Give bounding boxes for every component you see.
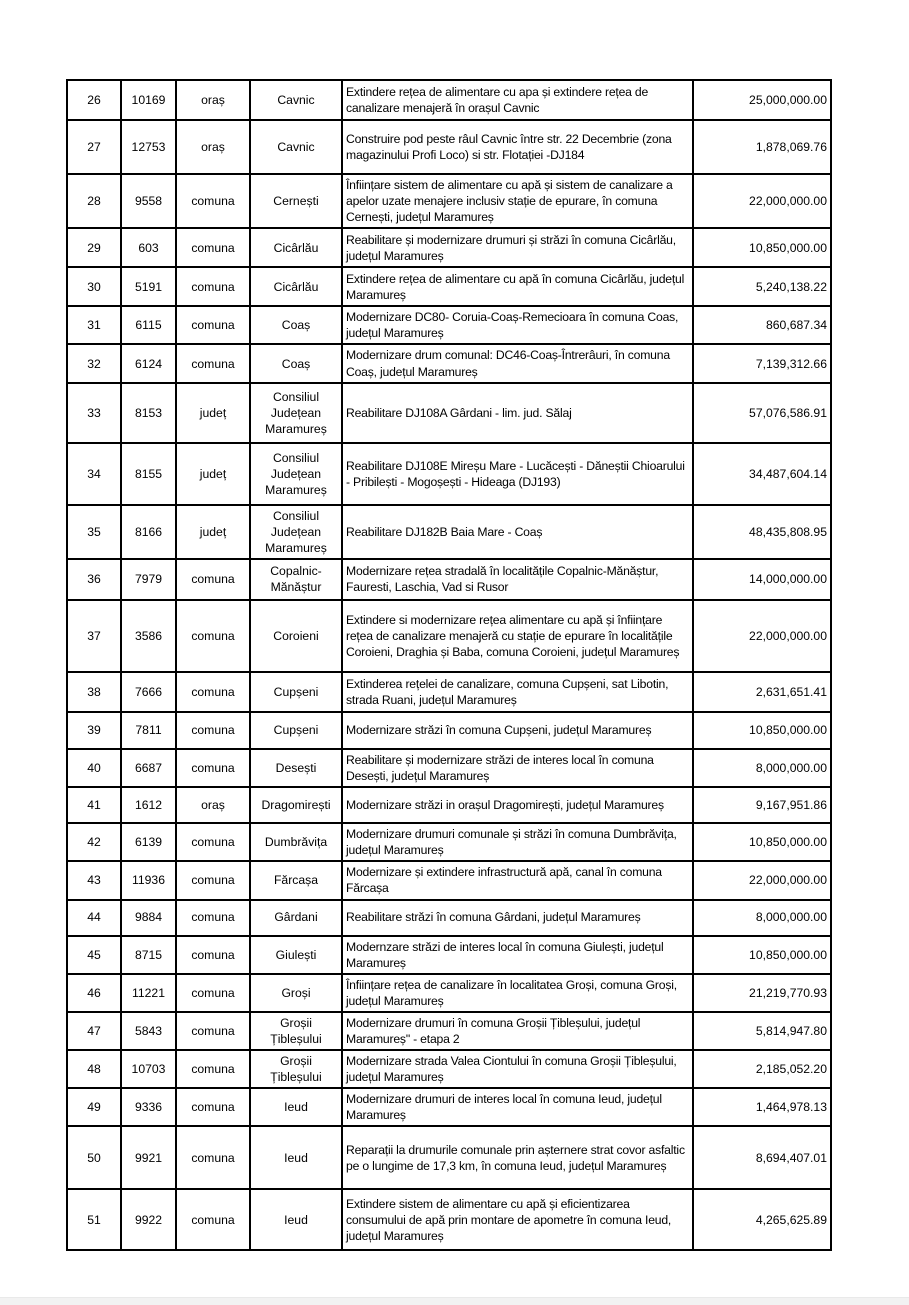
cell-locality: Gârdani — [250, 900, 342, 936]
cell-admin-type: comuna — [176, 600, 250, 672]
cell-amount: 9,167,951.86 — [693, 787, 831, 823]
cell-project-id: 8715 — [121, 936, 176, 974]
cell-project-id: 9558 — [121, 174, 176, 228]
cell-locality: Cavnic — [250, 80, 342, 120]
table-row — [67, 344, 831, 382]
table-row — [67, 306, 831, 344]
cell-amount: 14,000,000.00 — [693, 559, 831, 600]
cell-row-number: 30 — [67, 267, 121, 306]
cell-locality: Groșii Țibleșului — [250, 1012, 342, 1050]
cell-project-id: 7811 — [121, 712, 176, 749]
cell-project-id: 9884 — [121, 900, 176, 936]
cell-row-number: 49 — [67, 1088, 121, 1126]
cell-admin-type: comuna — [176, 1088, 250, 1126]
cell-project-description: Înființare rețea de canalizare în localitatea Groși, comuna Groși, județul Maramureș — [342, 974, 693, 1012]
table-row — [67, 861, 831, 899]
cell-admin-type: comuna — [176, 974, 250, 1012]
cell-admin-type: comuna — [176, 559, 250, 600]
cell-amount: 22,000,000.00 — [693, 600, 831, 672]
cell-admin-type: comuna — [176, 267, 250, 306]
cell-project-description: Modernizare drumuri de interes local în comuna Ieud, județul Maramureș — [342, 1088, 693, 1126]
cell-row-number: 42 — [67, 823, 121, 861]
cell-project-description: Extindere si modernizare rețea alimentare cu apă și înființare rețea de canalizare menajeră cu stație de epurare în localitățile Coroieni, Draghia și Baba, comuna Coroieni, județul Maramureș — [342, 600, 693, 672]
cell-admin-type: comuna — [176, 672, 250, 712]
cell-row-number: 50 — [67, 1126, 121, 1189]
cell-admin-type: oraș — [176, 80, 250, 120]
cell-admin-type: oraș — [176, 120, 250, 174]
cell-project-description: Modernzare străzi de interes local în comuna Giulești, județul Maramureș — [342, 936, 693, 974]
cell-project-description: Modernizare și extindere infrastructură apă, canal în comuna Fărcașa — [342, 861, 693, 899]
cell-row-number: 43 — [67, 861, 121, 899]
cell-row-number: 34 — [67, 443, 121, 505]
cell-project-description: Reparații la drumurile comunale prin așternere strat covor asfaltic pe o lungime de 17,3 km, în comuna Ieud, județul Maramureș — [342, 1126, 693, 1189]
cell-locality: Dumbrăvița — [250, 823, 342, 861]
cell-project-description: Reabilitare străzi în comuna Gârdani, județul Maramureș — [342, 900, 693, 936]
cell-admin-type: comuna — [176, 936, 250, 974]
table-row — [67, 787, 831, 823]
cell-row-number: 35 — [67, 505, 121, 559]
cell-admin-type: comuna — [176, 1189, 250, 1250]
cell-row-number: 38 — [67, 672, 121, 712]
cell-amount: 57,076,586.91 — [693, 383, 831, 443]
table-row — [67, 267, 831, 306]
cell-row-number: 41 — [67, 787, 121, 823]
cell-project-description: Modernizare străzi în comuna Cupșeni, județul Maramureș — [342, 712, 693, 749]
table-row — [67, 443, 831, 505]
cell-locality: Ieud — [250, 1088, 342, 1126]
cell-admin-type: comuna — [176, 823, 250, 861]
cell-project-description: Modernizare DC80- Coruia-Coaș-Remecioara în comuna Coas, județul Maramureș — [342, 306, 693, 344]
cell-project-id: 5843 — [121, 1012, 176, 1050]
table-row — [67, 80, 831, 120]
cell-project-description: Înființare sistem de alimentare cu apă și sistem de canalizare a apelor uzate menajere inclusiv stație de epurare, în comuna Cernești, județul Maramureș — [342, 174, 693, 228]
cell-admin-type: comuna — [176, 1050, 250, 1088]
cell-locality: Consiliul Județean Maramureș — [250, 505, 342, 559]
cell-locality: Giulești — [250, 936, 342, 974]
cell-row-number: 39 — [67, 712, 121, 749]
cell-project-id: 603 — [121, 228, 176, 267]
cell-locality: Dragomirești — [250, 787, 342, 823]
cell-row-number: 26 — [67, 80, 121, 120]
cell-admin-type: comuna — [176, 174, 250, 228]
cell-amount: 22,000,000.00 — [693, 174, 831, 228]
cell-project-id: 8155 — [121, 443, 176, 505]
cell-project-id: 6115 — [121, 306, 176, 344]
cell-project-description: Construire pod peste râul Cavnic între str. 22 Decembrie (zona magazinului Profi Loco) si str. Flotației -DJ184 — [342, 120, 693, 174]
cell-project-id: 11221 — [121, 974, 176, 1012]
cell-row-number: 46 — [67, 974, 121, 1012]
cell-admin-type: comuna — [176, 712, 250, 749]
cell-amount: 1,464,978.13 — [693, 1088, 831, 1126]
cell-project-id: 10703 — [121, 1050, 176, 1088]
cell-amount: 10,850,000.00 — [693, 823, 831, 861]
table-row — [67, 505, 831, 559]
table-row — [67, 120, 831, 174]
cell-amount: 21,219,770.93 — [693, 974, 831, 1012]
cell-amount: 25,000,000.00 — [693, 80, 831, 120]
cell-row-number: 45 — [67, 936, 121, 974]
projects-table-body — [67, 80, 831, 1250]
cell-row-number: 29 — [67, 228, 121, 267]
cell-locality: Coaș — [250, 306, 342, 344]
cell-row-number: 40 — [67, 749, 121, 787]
table-row — [67, 900, 831, 936]
cell-project-description: Modernizare drum comunal: DC46-Coaș-Întrerâuri, în comuna Coaș, județul Maramureș — [342, 344, 693, 382]
cell-project-description: Extindere rețea de alimentare cu apă în comuna Cicârlău, județul Maramureș — [342, 267, 693, 306]
cell-row-number: 51 — [67, 1189, 121, 1250]
cell-row-number: 31 — [67, 306, 121, 344]
table-row — [67, 1189, 831, 1250]
cell-amount: 2,631,651.41 — [693, 672, 831, 712]
cell-row-number: 37 — [67, 600, 121, 672]
cell-locality: Cupșeni — [250, 672, 342, 712]
table-row — [67, 1012, 831, 1050]
cell-project-description: Reabilitare DJ108A Gârdani - lim. jud. Sălaj — [342, 383, 693, 443]
cell-locality: Coroieni — [250, 600, 342, 672]
cell-row-number: 48 — [67, 1050, 121, 1088]
cell-amount: 8,000,000.00 — [693, 900, 831, 936]
table-row — [67, 228, 831, 267]
cell-project-id: 9336 — [121, 1088, 176, 1126]
cell-project-description: Reabilitare DJ182B Baia Mare - Coaș — [342, 505, 693, 559]
table-row — [67, 174, 831, 228]
cell-amount: 10,850,000.00 — [693, 936, 831, 974]
cell-admin-type: județ — [176, 383, 250, 443]
cell-project-id: 6124 — [121, 344, 176, 382]
cell-amount: 8,000,000.00 — [693, 749, 831, 787]
cell-admin-type: comuna — [176, 228, 250, 267]
cell-project-id: 12753 — [121, 120, 176, 174]
cell-project-id: 10169 — [121, 80, 176, 120]
cell-locality: Groșii Țibleșului — [250, 1050, 342, 1088]
cell-admin-type: județ — [176, 443, 250, 505]
cell-project-description: Modernizare drumuri în comuna Groșii Țibleșului, județul Maramureș" - etapa 2 — [342, 1012, 693, 1050]
cell-project-id: 8153 — [121, 383, 176, 443]
projects-table — [66, 79, 832, 1251]
cell-amount: 10,850,000.00 — [693, 228, 831, 267]
cell-locality: Cernești — [250, 174, 342, 228]
cell-project-id: 9921 — [121, 1126, 176, 1189]
cell-amount: 22,000,000.00 — [693, 861, 831, 899]
cell-amount: 2,185,052.20 — [693, 1050, 831, 1088]
cell-project-id: 3586 — [121, 600, 176, 672]
cell-project-id: 11936 — [121, 861, 176, 899]
cell-locality: Consiliul Județean Maramureș — [250, 383, 342, 443]
cell-admin-type: comuna — [176, 344, 250, 382]
cell-admin-type: oraș — [176, 787, 250, 823]
cell-locality: Groși — [250, 974, 342, 1012]
cell-locality: Desești — [250, 749, 342, 787]
cell-project-id: 1612 — [121, 787, 176, 823]
cell-row-number: 27 — [67, 120, 121, 174]
cell-project-description: Extindere rețea de alimentare cu apa și extindere rețea de canalizare menajeră în orașul Cavnic — [342, 80, 693, 120]
table-row — [67, 1050, 831, 1088]
cell-locality: Cupșeni — [250, 712, 342, 749]
table-row — [67, 1126, 831, 1189]
table-row — [67, 823, 831, 861]
cell-amount: 8,694,407.01 — [693, 1126, 831, 1189]
cell-project-description: Modernizare străzi in orașul Dragomirești, județul Maramureș — [342, 787, 693, 823]
cell-locality: Consiliul Județean Maramureș — [250, 443, 342, 505]
cell-project-description: Reabilitare DJ108E Mireșu Mare - Lucăcești - Dăneștii Chioarului - Pribilești - Mogoșești - Hideaga (DJ193) — [342, 443, 693, 505]
cell-row-number: 28 — [67, 174, 121, 228]
cell-amount: 5,814,947.80 — [693, 1012, 831, 1050]
cell-amount: 860,687.34 — [693, 306, 831, 344]
cell-locality: Cicârlău — [250, 267, 342, 306]
cell-amount: 1,878,069.76 — [693, 120, 831, 174]
cell-row-number: 33 — [67, 383, 121, 443]
cell-project-id: 8166 — [121, 505, 176, 559]
cell-admin-type: comuna — [176, 306, 250, 344]
cell-admin-type: comuna — [176, 1012, 250, 1050]
cell-amount: 5,240,138.22 — [693, 267, 831, 306]
table-row — [67, 1088, 831, 1126]
cell-admin-type: județ — [176, 505, 250, 559]
cell-project-id: 9922 — [121, 1189, 176, 1250]
cell-project-id: 5191 — [121, 267, 176, 306]
cell-locality: Fărcașa — [250, 861, 342, 899]
cell-row-number: 44 — [67, 900, 121, 936]
table-row — [67, 383, 831, 443]
cell-project-description: Modernizare drumuri comunale și străzi în comuna Dumbrăvița, județul Maramureș — [342, 823, 693, 861]
cell-row-number: 32 — [67, 344, 121, 382]
cell-project-id: 7979 — [121, 559, 176, 600]
table-row — [67, 936, 831, 974]
cell-project-description: Extindere sistem de alimentare cu apă și eficientizarea consumului de apă prin montare de apometre în comuna Ieud, județul Maramureș — [342, 1189, 693, 1250]
cell-locality: Coaș — [250, 344, 342, 382]
viewer-bottom-strip — [0, 1297, 909, 1305]
table-row — [67, 974, 831, 1012]
table-row — [67, 559, 831, 600]
cell-project-description: Modernizare rețea stradală în localitățile Copalnic-Mănăștur, Fauresti, Laschia, Vad si Rusor — [342, 559, 693, 600]
cell-amount: 48,435,808.95 — [693, 505, 831, 559]
cell-amount: 34,487,604.14 — [693, 443, 831, 505]
cell-project-description: Extinderea rețelei de canalizare, comuna Cupșeni, sat Libotin, strada Ruani, județul Maramureș — [342, 672, 693, 712]
cell-locality: Cicârlău — [250, 228, 342, 267]
cell-admin-type: comuna — [176, 749, 250, 787]
cell-row-number: 36 — [67, 559, 121, 600]
cell-locality: Cavnic — [250, 120, 342, 174]
cell-amount: 10,850,000.00 — [693, 712, 831, 749]
cell-project-id: 7666 — [121, 672, 176, 712]
cell-project-id: 6139 — [121, 823, 176, 861]
cell-amount: 7,139,312.66 — [693, 344, 831, 382]
table-row — [67, 749, 831, 787]
cell-project-description: Reabilitare și modernizare drumuri și străzi în comuna Cicârlău, județul Maramureș — [342, 228, 693, 267]
cell-locality: Copalnic-Mănăștur — [250, 559, 342, 600]
cell-admin-type: comuna — [176, 900, 250, 936]
table-row — [67, 600, 831, 672]
cell-admin-type: comuna — [176, 1126, 250, 1189]
cell-project-description: Reabilitare și modernizare străzi de interes local în comuna Desești, județul Maramureș — [342, 749, 693, 787]
table-row — [67, 672, 831, 712]
table-row — [67, 712, 831, 749]
cell-locality: Ieud — [250, 1189, 342, 1250]
cell-amount: 4,265,625.89 — [693, 1189, 831, 1250]
cell-project-description: Modernizare strada Valea Ciontului în comuna Groșii Țibleșului, județul Maramureș — [342, 1050, 693, 1088]
cell-admin-type: comuna — [176, 861, 250, 899]
cell-project-id: 6687 — [121, 749, 176, 787]
cell-locality: Ieud — [250, 1126, 342, 1189]
cell-row-number: 47 — [67, 1012, 121, 1050]
